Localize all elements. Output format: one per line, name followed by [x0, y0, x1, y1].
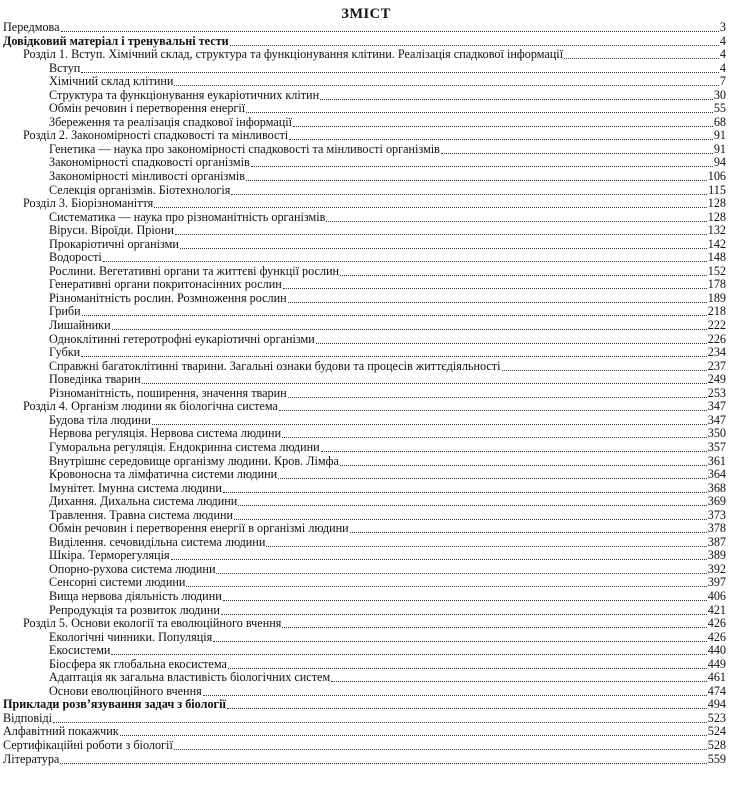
dot-leader	[174, 76, 719, 86]
toc-entry-title: Генетика — наука про закономірності спадковості та мінливості організмів	[49, 141, 440, 156]
toc-entry	[0, 211, 726, 225]
toc-entry-title: Закономірності мінливості організмів	[49, 169, 246, 184]
dot-leader	[142, 374, 707, 384]
toc-entry-page: 528	[707, 737, 726, 752]
dot-leader	[288, 388, 707, 398]
dot-leader	[564, 49, 719, 59]
dot-leader	[174, 740, 707, 750]
toc-entry	[0, 35, 726, 49]
toc-entry	[0, 333, 726, 347]
dot-leader	[326, 212, 706, 222]
toc-entry-page: 152	[707, 263, 726, 278]
toc-entry	[0, 238, 726, 252]
toc-entry-page: 4	[719, 60, 726, 75]
toc-entry-title: Сенсорні системи людини	[49, 575, 186, 590]
toc-entry-title: Довідковий матеріал і тренувальні тести	[3, 33, 229, 48]
dot-leader	[231, 185, 707, 195]
dot-leader	[82, 306, 707, 316]
toc-entry	[0, 62, 726, 76]
dot-leader	[221, 605, 707, 615]
table-of-contents	[0, 21, 726, 766]
toc-entry-page: 106	[707, 169, 726, 184]
toc-entry	[0, 427, 726, 441]
toc-entry-page: 237	[707, 358, 726, 373]
toc-entry-title: Закономірності спадковості організмів	[49, 155, 250, 170]
toc-entry	[0, 604, 726, 618]
toc-entry-page: 3	[719, 20, 726, 34]
toc-entry-title: Основи еволюційного вчення	[49, 683, 202, 698]
toc-entry	[0, 360, 726, 374]
toc-entry	[0, 21, 726, 35]
dot-leader	[278, 469, 707, 479]
toc-entry-page: 189	[707, 290, 726, 305]
toc-entry-page: 369	[707, 494, 726, 509]
dot-leader	[282, 618, 706, 628]
toc-entry-title: Хімічний склад клітини	[49, 74, 174, 89]
toc-entry-page: 142	[707, 236, 726, 251]
toc-entry-title: Внутрішнє середовище організму людини. Кров. Лімфа	[49, 453, 339, 468]
toc-entry-title: Розділ 5. Основи екології та еволюційного вчення	[23, 616, 282, 631]
toc-entry-page: 91	[713, 141, 726, 156]
dot-leader	[289, 130, 713, 140]
toc-entry-page: 68	[713, 114, 726, 129]
toc-entry	[0, 509, 726, 523]
dot-leader	[246, 171, 707, 181]
dot-leader	[251, 157, 713, 167]
toc-entry-title: Екосистеми	[49, 643, 111, 658]
dot-leader	[60, 754, 706, 764]
toc-entry-title: Рослини. Вегетативні органи та життєві функції рослин	[49, 263, 340, 278]
dot-leader	[279, 401, 707, 411]
toc-entry	[0, 617, 726, 631]
toc-entry-title: Гуморальна регуляція. Ендокринна система людини	[49, 439, 320, 454]
toc-entry-page: 357	[707, 439, 726, 454]
toc-entry	[0, 441, 726, 455]
dot-leader	[350, 523, 707, 533]
toc-entry	[0, 224, 726, 238]
dot-leader	[340, 266, 707, 276]
dot-leader	[282, 428, 707, 438]
toc-entry-page: 387	[707, 534, 726, 549]
toc-entry	[0, 658, 726, 672]
toc-entry-title: Прокаріотичні організми	[49, 236, 179, 251]
toc-entry-page: 115	[708, 182, 726, 197]
toc-entry-page: 392	[707, 561, 726, 576]
toc-entry	[0, 685, 726, 699]
toc-entry-page: 226	[707, 331, 726, 346]
toc-entry-title: Нервова регуляція. Нервова система людини	[49, 426, 282, 441]
dot-leader	[321, 442, 707, 452]
toc-entry-page: 559	[707, 751, 726, 766]
dot-leader	[227, 699, 707, 709]
dot-leader	[180, 239, 707, 249]
toc-entry	[0, 129, 726, 143]
dot-leader	[340, 456, 707, 466]
toc-entry-title: Лишайники	[49, 318, 111, 333]
toc-entry-page: 347	[707, 399, 726, 414]
toc-entry	[0, 156, 726, 170]
toc-entry-title: Губки	[49, 345, 81, 360]
toc-entry-page: 128	[707, 196, 726, 211]
toc-entry	[0, 265, 726, 279]
toc-entry	[0, 576, 726, 590]
dot-leader	[223, 483, 707, 493]
toc-entry	[0, 549, 726, 563]
toc-entry-page: 218	[707, 304, 726, 319]
toc-entry	[0, 414, 726, 428]
toc-entry-title: Вступ	[49, 60, 81, 75]
toc-entry-page: 91	[713, 128, 726, 143]
dot-leader	[238, 496, 706, 506]
toc-entry	[0, 170, 726, 184]
toc-entry	[0, 590, 726, 604]
toc-entry	[0, 346, 726, 360]
toc-entry-title: Різноманітність рослин. Розмноження рослин	[49, 290, 287, 305]
toc-entry-page: 426	[707, 616, 726, 631]
toc-entry-page: 132	[707, 223, 726, 238]
toc-entry	[0, 522, 726, 536]
toc-entry-page: 128	[707, 209, 726, 224]
toc-entry-page: 178	[707, 277, 726, 292]
toc-entry-title: Гриби	[49, 304, 81, 319]
toc-entry-title: Література	[3, 751, 60, 766]
toc-entry-title: Збереження та реалізація спадкової інформації	[49, 114, 293, 129]
toc-entry-page: 361	[707, 453, 726, 468]
toc-entry-title: Справжні багатоклітинні тварини. Загальні ознаки будови та процесів життєдіяльності	[49, 358, 501, 373]
toc-entry-title: Розділ 1. Вступ. Хімічний склад, структура та функціонування клітини. Реалізація спадкової інформації	[23, 47, 564, 62]
page-title: ЗМІСТ	[341, 6, 391, 22]
toc-entry-page: 421	[707, 602, 726, 617]
toc-entry	[0, 184, 726, 198]
toc-entry-page: 406	[707, 588, 726, 603]
toc-entry-title: Біосфера як глобальна екосистема	[49, 656, 227, 671]
toc-entry	[0, 644, 726, 658]
toc-entry-title: Відповіді	[3, 710, 53, 725]
toc-entry	[0, 563, 726, 577]
toc-entry-title: Репродукція та розвиток людини	[49, 602, 220, 617]
toc-entry	[0, 89, 726, 103]
toc-entry-page: 30	[713, 87, 726, 102]
toc-entry	[0, 698, 726, 712]
toc-entry-page: 4	[719, 33, 726, 48]
toc-entry-page: 350	[707, 426, 726, 441]
toc-entry-title: Сертифікаційні роботи з біології	[3, 737, 173, 752]
dot-leader	[230, 36, 719, 46]
dot-leader	[154, 198, 706, 208]
toc-entry-title: Опорно-рухова система людини	[49, 561, 216, 576]
dot-leader	[213, 632, 706, 642]
toc-entry-title: Віруси. Віроїди. Пріони	[49, 223, 174, 238]
toc-entry-title: Розділ 4. Організм людини як біологічна система	[23, 399, 278, 414]
toc-entry-page: 249	[707, 372, 726, 387]
toc-entry	[0, 495, 726, 509]
toc-entry	[0, 400, 726, 414]
toc-entry	[0, 319, 726, 333]
dot-leader	[216, 564, 706, 574]
toc-entry	[0, 536, 726, 550]
dot-leader	[288, 293, 707, 303]
toc-entry-page: 524	[707, 724, 726, 739]
toc-entry-page: 389	[707, 548, 726, 563]
toc-entry-page: 449	[707, 656, 726, 671]
toc-entry	[0, 753, 726, 767]
toc-entry	[0, 305, 726, 319]
toc-entry-title: Обмін речовин і перетворення енергії	[49, 101, 246, 116]
dot-leader	[61, 22, 719, 32]
toc-entry-title: Розділ 3. Біорізноманіття	[23, 196, 154, 211]
dot-leader	[316, 334, 707, 344]
dot-leader	[81, 63, 719, 73]
toc-entry-title: Систематика — наука про різноманітність організмів	[49, 209, 326, 224]
toc-entry	[0, 75, 726, 89]
toc-entry	[0, 278, 726, 292]
toc-entry-title: Приклади розв’язування задач з біології	[3, 697, 226, 712]
toc-entry-title: Розділ 2. Закономірності спадковості та мінливості	[23, 128, 289, 143]
dot-leader	[203, 686, 707, 696]
toc-entry-page: 234	[707, 345, 726, 360]
toc-entry-title: Шкіра. Терморегуляція	[49, 548, 170, 563]
toc-entry-page: 253	[707, 385, 726, 400]
toc-entry-page: 426	[707, 629, 726, 644]
toc-entry	[0, 102, 726, 116]
dot-leader	[120, 726, 707, 736]
toc-entry-title: Поведінка тварин	[49, 372, 141, 387]
dot-leader	[502, 361, 707, 371]
toc-entry-page: 440	[707, 643, 726, 658]
dot-leader	[152, 415, 707, 425]
toc-entry	[0, 482, 726, 496]
dot-leader	[175, 225, 707, 235]
toc-entry	[0, 116, 726, 130]
dot-leader	[331, 672, 707, 682]
toc-entry-title: Травлення. Травна система людини	[49, 507, 234, 522]
dot-leader	[228, 659, 707, 669]
toc-entry	[0, 143, 726, 157]
dot-leader	[53, 713, 707, 723]
toc-entry	[0, 712, 726, 726]
toc-entry-title: Дихання. Дихальна система людини	[49, 494, 238, 509]
dot-leader	[293, 117, 713, 127]
dot-leader	[320, 90, 713, 100]
toc-entry-title: Селекція організмів. Біотехнологія	[49, 182, 231, 197]
toc-entry-page: 368	[707, 480, 726, 495]
dot-leader	[103, 252, 707, 262]
dot-leader	[112, 320, 707, 330]
toc-entry-page: 378	[707, 521, 726, 536]
dot-leader	[223, 591, 707, 601]
dot-leader	[186, 577, 706, 587]
dot-leader	[234, 510, 707, 520]
toc-entry	[0, 197, 726, 211]
toc-entry-page: 347	[707, 412, 726, 427]
toc-entry	[0, 48, 726, 62]
toc-entry-page: 4	[719, 47, 726, 62]
toc-entry-page: 55	[713, 101, 726, 116]
dot-leader	[81, 347, 707, 357]
toc-entry-title: Виділення. сечовидільна система людини	[49, 534, 266, 549]
dot-leader	[283, 279, 707, 289]
toc-entry	[0, 739, 726, 753]
toc-entry-page: 494	[707, 697, 726, 712]
toc-entry-page: 94	[713, 155, 726, 170]
toc-entry-title: Алфавітний покажчик	[3, 724, 119, 739]
toc-entry-title: Різноманітність, поширення, значення тварин	[49, 385, 287, 400]
toc-entry-title: Екологічні чинники. Популяція	[49, 629, 213, 644]
toc-entry-title: Генеративні органи покритонасінних рослин	[49, 277, 282, 292]
toc-entry-page: 474	[707, 683, 726, 698]
toc-entry-title: Адаптація як загальна властивість біологічних систем	[49, 670, 331, 685]
toc-entry-title: Кровоносна та лімфатична системи людини	[49, 467, 278, 482]
toc-entry-page: 148	[707, 250, 726, 265]
toc-entry-title: Вища нервова діяльність людини	[49, 588, 222, 603]
toc-entry	[0, 671, 726, 685]
toc-entry-title: Обмін речовин і перетворення енергії в організмі людини	[49, 521, 349, 536]
toc-entry-page: 461	[707, 670, 726, 685]
toc-entry	[0, 725, 726, 739]
toc-entry-page: 397	[707, 575, 726, 590]
toc-entry-page: 373	[707, 507, 726, 522]
toc-entry	[0, 455, 726, 469]
dot-leader	[441, 144, 713, 154]
toc-entry	[0, 373, 726, 387]
toc-entry	[0, 387, 726, 401]
dot-leader	[246, 103, 713, 113]
dot-leader	[266, 537, 706, 547]
toc-entry-title: Водорості	[49, 250, 102, 265]
toc-entry-page: 7	[719, 74, 726, 89]
toc-entry	[0, 292, 726, 306]
toc-entry	[0, 468, 726, 482]
toc-entry-page: 222	[707, 318, 726, 333]
toc-entry-title: Імунітет. Імунна система людини	[49, 480, 222, 495]
toc-entry-title: Структура та функціонування еукаріотичних клітин	[49, 87, 320, 102]
toc-entry-page: 523	[707, 710, 726, 725]
dot-leader	[171, 550, 707, 560]
toc-entry	[0, 251, 726, 265]
toc-entry-page: 364	[707, 467, 726, 482]
toc-entry-title: Передмова	[3, 20, 60, 34]
dot-leader	[111, 645, 706, 655]
toc-entry	[0, 631, 726, 645]
toc-entry-title: Будова тіла людини	[49, 412, 151, 427]
toc-entry-title: Одноклітинні гетеротрофні еукаріотичні організми	[49, 331, 315, 346]
